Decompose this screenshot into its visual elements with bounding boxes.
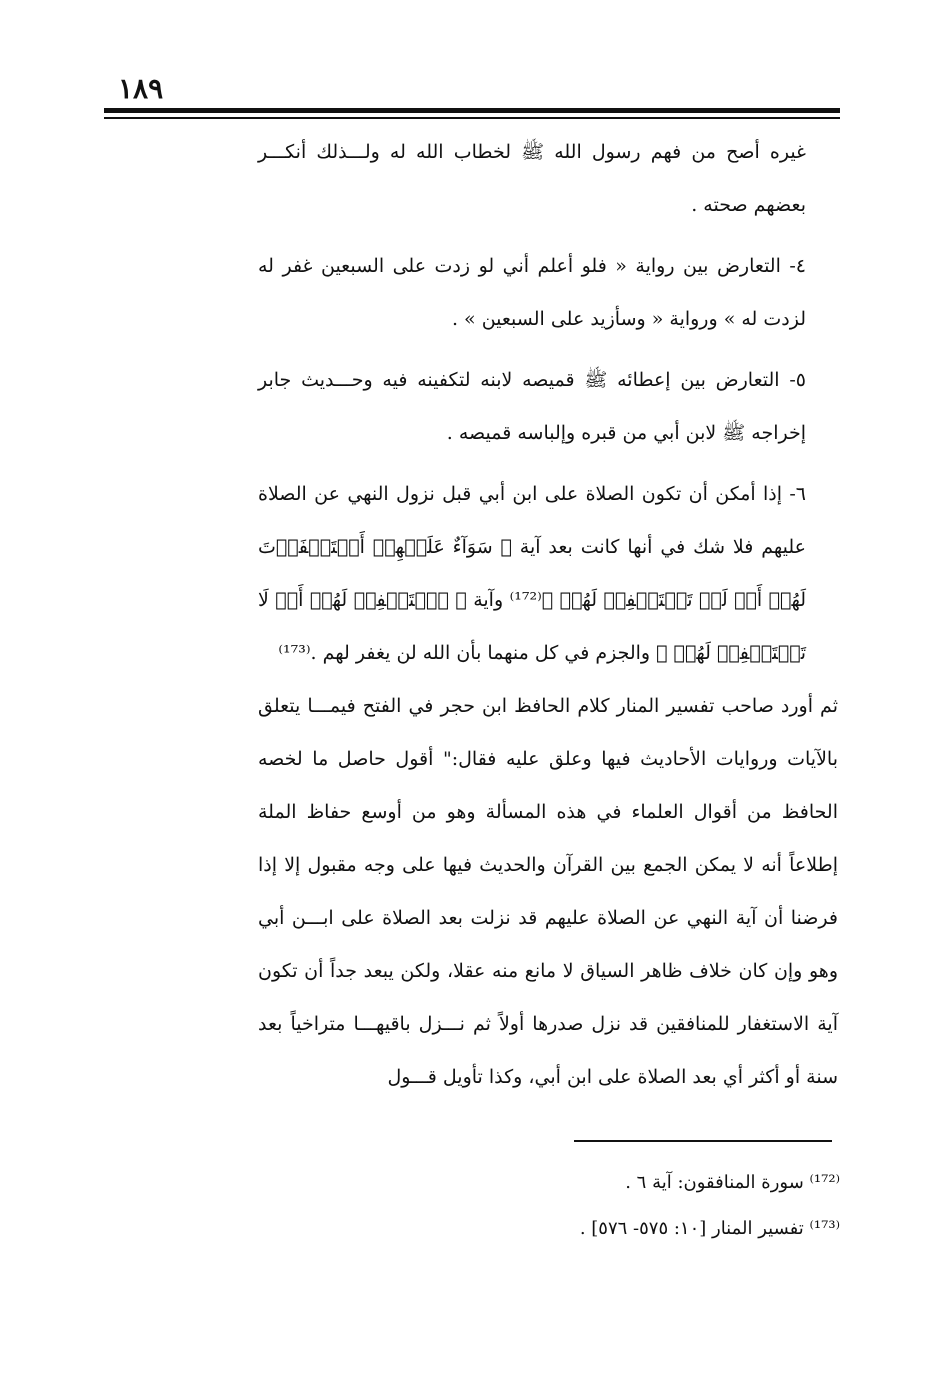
header-rule [104, 108, 840, 113]
paragraph: غيره أصح من فهم رسول الله ﷺ لخطاب الله له ولـــذلك أنكـــر بعضهم صحته . [258, 141, 806, 216]
footnote-rule [574, 1140, 832, 1142]
paragraph: ٥- التعارض بين إعطائه ﷺ قميصه لابنه لتكفينه فيه وحـــديث جابر إخراجه ﷺ لابن أبي من قبره وإلباسه قميصه . [258, 369, 806, 444]
paragraph: ٤- التعارض بين رواية « فلو أعلم أني لو زدت على السبعين غفر له لزدت له » ورواية « وسأزيد على السبعين » . [258, 255, 806, 330]
page-number: ١٨٩ [118, 72, 164, 105]
paragraph: ٦- إذا أمكن أن تكون الصلاة على ابن أبي قبل نزول النهي عن الصلاة عليهم فلا شك في أنها كانت بعد آية ﴿ سَوَآءٌ عَلَيۡهِمۡ أَسۡتَغۡفَرۡتَ لَهُمۡ أَمۡ لَمۡ تَسۡتَغۡفِرۡ لَهُمۡ ﴾⁽¹⁷²⁾ وآية ﴿ ٱسۡتَغۡفِرۡ لَهُمۡ أَوۡ لَا تَسۡتَغۡفِرۡ لَهُمۡ ﴾ والجزم في كل منهما بأن الله لن يغفر لهم .⁽¹⁷³⁾ [258, 483, 807, 664]
header-rule-thin [104, 117, 840, 119]
body-text [258, 126, 806, 688]
footnote-173: ⁽¹⁷³⁾ تفسير المنار [١٠: ٥٧٥- ٥٧٦] . [579, 1218, 840, 1239]
main-paragraph: ثم أورد صاحب تفسير المنار كلام الحافظ ابن حجر في الفتح فيمـــا يتعلق بالآيات وروايات الأحاديث فيها وعلق عليه فقال:" أقول حاصل ما لخصه الحافظ من أقوال العلماء في هذه المسألة وهو من أوسع حفاظ الملة إطلاعاً أنه لا يمكن الجمع بين القرآن والحديث فيها على وجه مقبول إلا إذا فرضنا أن آية النهي عن الصلاة عليهم قد نزلت بعد الصلاة على ابـــن أبي وهو وإن كان خلاف ظاهر السياق لا مانع منه عقلا، ولكن يبعد جداً أن تكون آية الاستغفار للمنافقين قد نزل صدرها أولاً ثم نـــزل باقيهـــا متراخياً بعد سنة أو أكثر أي بعد الصلاة على ابن أبي، وكذا تأويل قـــول [258, 695, 838, 1088]
footnote-172: ⁽¹⁷²⁾ سورة المنافقون: آية ٦ . [625, 1172, 840, 1193]
footnotes [420, 1160, 840, 1252]
